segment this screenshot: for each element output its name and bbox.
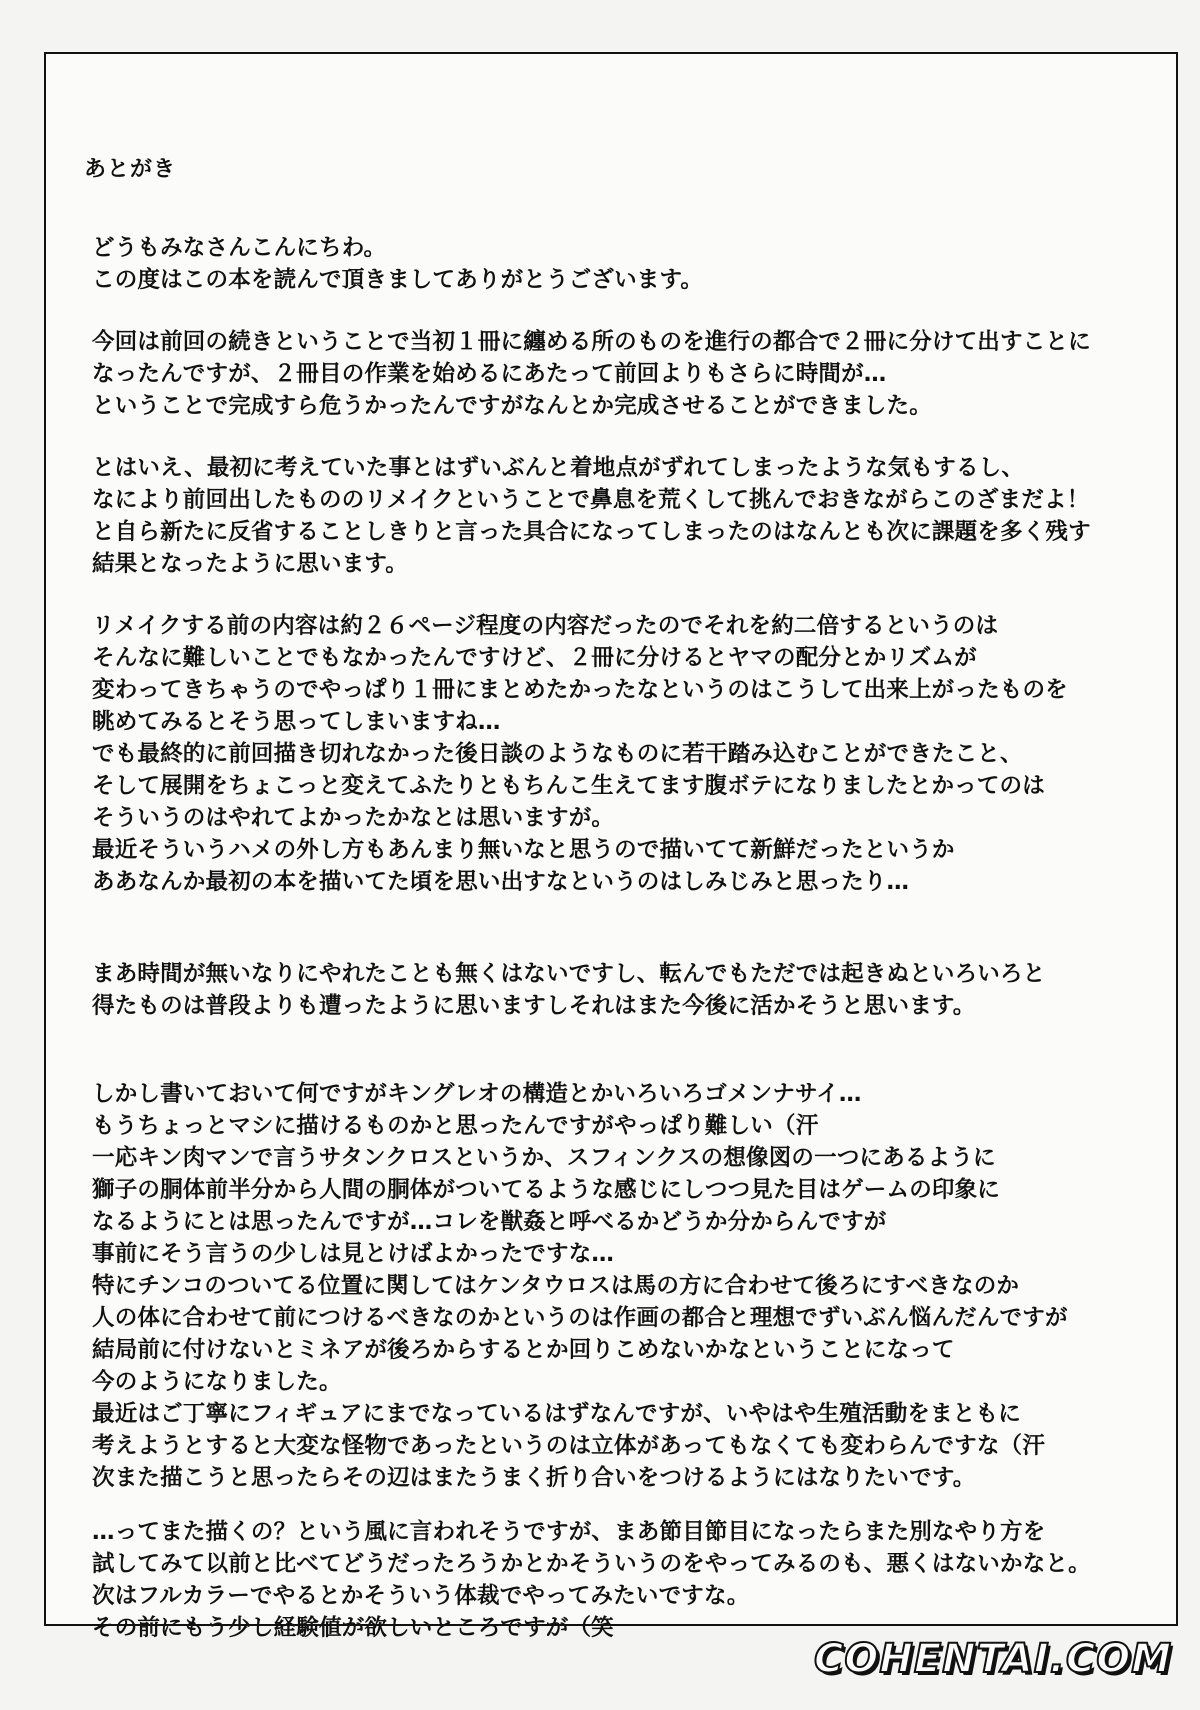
text-line: と自ら新たに反省することしきりと言った具合になってしまったのはなんとも次に課題を多く残す (92, 519, 1091, 545)
text-line: 獅子の胴体前半分から人間の胴体がついてるような感じにしつつ見た目はゲームの印象に (92, 1177, 1001, 1203)
text-line: 得たものは普段よりも遭ったように思いますしそれはまた今後に活かそうと思います。 (92, 993, 976, 1019)
text-line: しかし書いておいて何ですがキングレオの構造とかいろいろゴメンナサイ… (92, 1081, 862, 1107)
text-line: そんなに難しいことでもなかったんですけど、２冊に分けるとヤマの配分とかリズムが (92, 645, 977, 671)
text-line: そして展開をちょこっと変えてふたりともちんこ生えてます腹ボテになりましたとかってのは (92, 773, 1045, 799)
text-line: リメイクする前の内容は約２６ページ程度の内容だったのでそれを約二倍するというのは (92, 613, 999, 639)
text-line: もうちょっとマシに描けるものかと思ったんですがやっぱり難しい（汗 (92, 1113, 819, 1139)
text-line: そういうのはやれてよかったかなとは思いますが。 (92, 805, 615, 831)
text-line: 一応キン肉マンで言うサタンクロスというか、スフィンクスの想像図の一つにあるように (92, 1145, 996, 1171)
text-line: …ってまた描くの？という風に言われそうですが、まあ節目節目になったらまた別なやり方を (92, 1519, 1046, 1545)
text-line: 事前にそう言うの少しは見とけばよかったですな… (92, 1241, 615, 1267)
paragraph (92, 326, 1152, 422)
text-line: 今回は前回の続きということで当初１冊に纏める所のものを進行の都合で２冊に分けて出すことに (92, 329, 1091, 355)
text-line: 最近はご丁寧にフィギュアにまでなっているはずなんですが、いやはや生殖活動をまともに (92, 1401, 1021, 1427)
text-line: なったんですが、２冊目の作業を始めるにあたって前回よりもさらに時間が… (92, 361, 887, 387)
page-title: あとがき (84, 157, 177, 182)
text-line: でも最終的に前回描き切れなかった後日談のようなものに若干踏み込むことができたこと、 (92, 741, 1023, 767)
text-line: ということで完成すら危うかったんですがなんとか完成させることができました。 (92, 393, 932, 419)
text-line: 変わってきちゃうのでやっぱり１冊にまとめたかったなというのはこうして出来上がったものを (92, 677, 1068, 703)
afterword-body (92, 232, 1152, 1644)
text-line: 人の体に合わせて前につけるべきなのかというのは作画の都合と理想でずいぶん悩んだんですが (92, 1305, 1068, 1331)
text-line: その前にもう少し経験値が欲しいところですが（笑 (92, 1615, 614, 1641)
text-line: 結果となったように思います。 (92, 551, 409, 577)
text-line: どうもみなさんこんにちわ。 (92, 235, 387, 261)
text-line: 最近そういうハメの外し方もあんまり無いなと思うので描いてて新鮮だったというか (92, 837, 955, 863)
text-line: この度はこの本を読んで頂きましてありがとうございます。 (92, 267, 704, 293)
text-line: なるようにとは思ったんですが…コレを獣姦と呼べるかどうか分からんですが (92, 1209, 887, 1235)
paragraph (92, 1078, 1152, 1494)
text-line: ああなんか最初の本を描いてた頃を思い出すなというのはしみじみと思ったり… (92, 869, 910, 895)
text-line: 次また描こうと思ったらその辺はまたうまく折り合いをつけるようにはなりたいです。 (92, 1465, 976, 1491)
text-line: 考えようとすると大変な怪物であったというのは立体があってもなくても変わらんですな（汗 (92, 1433, 1045, 1459)
text-line: 眺めてみるとそう思ってしまいますね… (92, 709, 501, 735)
text-line: なにより前回出したもののリメイクということで鼻息を荒くして挑んでおきながらこのざまだよ！ (92, 487, 1090, 513)
text-line: 結局前に付けないとミネアが後ろからするとか回りこめないかなということになって (92, 1337, 955, 1363)
paragraph (92, 232, 1152, 296)
text-line: 今のようになりました。 (92, 1369, 342, 1395)
text-line: 次はフルカラーでやるとかそういう体裁でやってみたいですな。 (92, 1583, 750, 1609)
paragraph (92, 452, 1152, 580)
site-watermark: COHENTAI.COM (813, 1636, 1172, 1682)
paragraph (92, 1516, 1152, 1644)
text-line: とはいえ、最初に考えていた事とはずいぶんと着地点がずれてしまったような気もするし、 (92, 455, 1025, 481)
paragraph (92, 610, 1152, 898)
text-line: まあ時間が無いなりにやれたことも無くはないですし、転んでもただでは起きぬといろいろと (92, 961, 1046, 987)
paragraph (92, 958, 1152, 1022)
text-line: 試してみて以前と比べてどうだったろうかとかそういうのをやってみるのも、悪くはないかなと。 (92, 1551, 1091, 1577)
text-line: 特にチンコのついてる位置に関してはケンタウロスは馬の方に合わせて後ろにすべきなのか (92, 1273, 1020, 1299)
